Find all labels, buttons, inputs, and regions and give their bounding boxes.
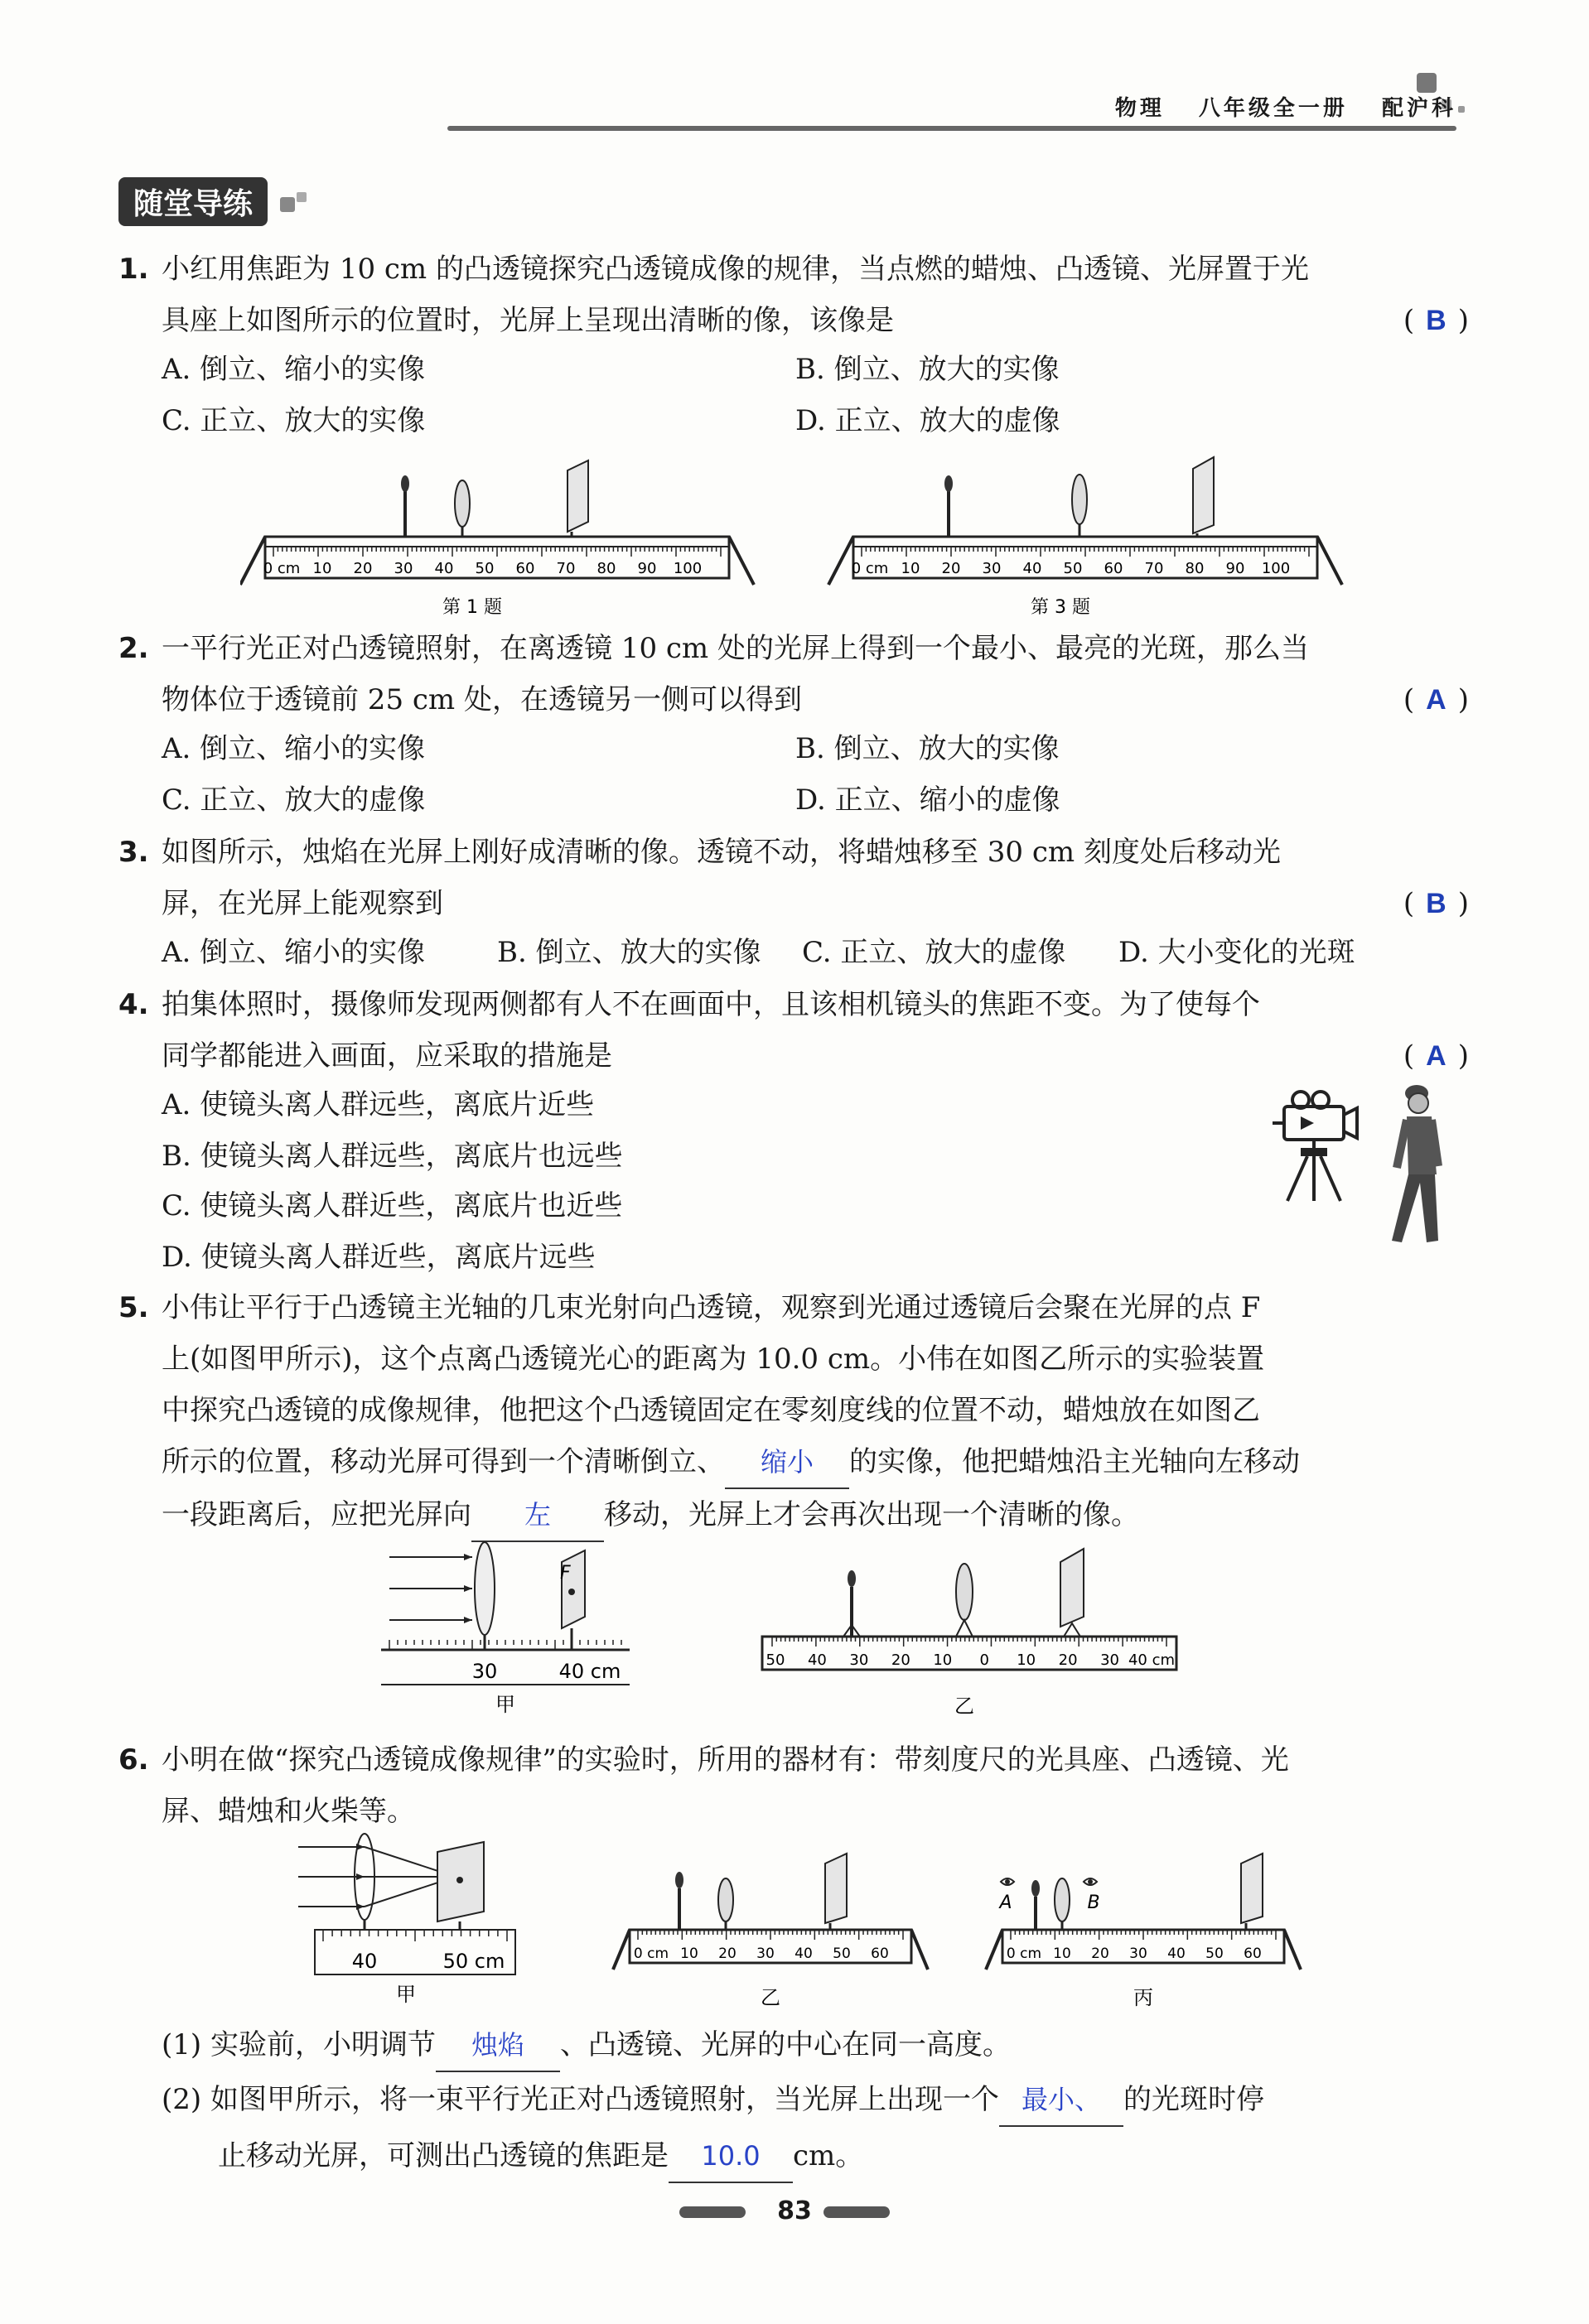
- answer-bracket: ( B ): [1403, 887, 1469, 920]
- light-screen: [437, 1842, 484, 1930]
- eye-icon: [1001, 1878, 1014, 1885]
- ruler-label: 50: [1063, 560, 1083, 577]
- ruler-label: 30: [756, 1946, 775, 1962]
- figure-caption: 第 3 题: [1031, 597, 1090, 618]
- convex-lens: [718, 1878, 733, 1930]
- ruler-label: 30: [1129, 1946, 1147, 1962]
- figure-q5-a: [381, 1542, 630, 1716]
- bench-leg: [828, 537, 853, 585]
- ruler-label: 10: [1017, 1651, 1036, 1669]
- question-text: 小红用焦距为 10 cm 的凸透镜探究凸透镜成像的规律，当点燃的蜡烛、凸透镜、光屏置于光: [162, 253, 1309, 286]
- header-decoration: [1417, 73, 1437, 93]
- question-6-part-1: [162, 2019, 1471, 2072]
- question-6-part-2: [162, 2074, 1471, 2127]
- ruler-ticks: [273, 547, 721, 557]
- convex-lens: [956, 1564, 973, 1637]
- ruler-label: 40 cm: [1128, 1651, 1176, 1669]
- convex-lens: [455, 480, 470, 537]
- question-2: [118, 623, 1469, 726]
- ruler-label: 20: [941, 560, 961, 577]
- question-text: 一平行光正对凸透镜照射，在离透镜 10 cm 处的光屏上得到一个最小、最亮的光斑，那么当: [162, 632, 1309, 665]
- ruler-label: 40: [434, 560, 454, 577]
- ruler-label: 20: [1091, 1946, 1109, 1962]
- question-number: 6.: [118, 1743, 149, 1777]
- answer-blank: 10.0: [669, 2130, 793, 2183]
- header-subject: 物理: [1114, 96, 1165, 121]
- question-text: 具座上如图所示的位置时，光屏上呈现出清晰的像，该像是: [162, 304, 894, 337]
- candle: [1031, 1880, 1040, 1930]
- option-b: B. 倒立、放大的实像: [497, 936, 761, 969]
- figure-q1: [240, 460, 754, 618]
- ruler-labels: [263, 560, 702, 577]
- figure-caption: 乙: [761, 1986, 780, 2009]
- ruler-ticks: [862, 547, 1309, 557]
- figure-caption: 甲: [495, 1693, 515, 1716]
- light-screen: [1193, 457, 1214, 537]
- question-text: 的实像，他把蜡烛沿主光轴向左移动: [849, 1445, 1300, 1478]
- answer: A: [1426, 1040, 1447, 1072]
- light-screen: [1241, 1854, 1263, 1930]
- question-text: 拍集体照时，摄像师发现两侧都有人不在画面中，且该相机镜头的焦距不变。为了使每个: [162, 988, 1260, 1021]
- answer-blank: 烛焰: [436, 2019, 560, 2072]
- option-d: D. 使镜头离人群近些，离底片远些: [162, 1241, 596, 1274]
- question-3: [118, 827, 1469, 929]
- ruler-label: 50: [1205, 1946, 1224, 1962]
- ruler-label: 60: [515, 560, 535, 577]
- light-screen: [568, 460, 588, 537]
- ruler-label: 0 cm: [851, 560, 889, 577]
- answer-bracket: ( A ): [1403, 683, 1469, 716]
- ruler-label: 0 cm: [633, 1946, 669, 1962]
- ruler-label: 10: [680, 1946, 698, 1962]
- answer-bracket: ( A ): [1403, 1039, 1469, 1073]
- bench-rail: [265, 537, 729, 578]
- ruler-label: 20: [891, 1651, 910, 1669]
- option-d: D. 大小变化的光斑: [1118, 936, 1355, 969]
- option-c: C. 正立、放大的虚像: [802, 936, 1066, 969]
- ruler-label: 50: [475, 560, 495, 577]
- ruler-label: 20: [1058, 1651, 1078, 1669]
- figure-q6-b: [613, 1854, 928, 2009]
- candle: [944, 475, 953, 537]
- question-4: [118, 979, 1469, 1082]
- photographer-illustration: [1268, 1077, 1466, 1259]
- option-a: A. 倒立、缩小的实像: [162, 936, 426, 969]
- eye-icon: [1084, 1878, 1097, 1885]
- ruler-label: 60: [871, 1946, 889, 1962]
- figure-q6-a: [298, 1834, 515, 2006]
- option-b: B. 倒立、放大的实像: [795, 353, 1060, 386]
- figure-q3: [828, 457, 1342, 618]
- question-text: 小明在做“探究凸透镜成像规律”的实验时，所用的器材有：带刻度尺的光具座、凸透镜、光: [162, 1743, 1289, 1777]
- ruler-label: 70: [1144, 560, 1164, 577]
- ruler-ticks: [389, 1640, 621, 1650]
- question-6: [118, 1734, 1469, 1837]
- focal-point: [568, 1589, 575, 1595]
- question-text: 物体位于透镜前 25 cm 处，在透镜另一侧可以得到: [162, 683, 802, 716]
- header-rule: [447, 126, 1456, 131]
- option-a: A. 倒立、缩小的实像: [162, 353, 426, 386]
- question-text: 中探究凸透镜的成像规律，他把这个凸透镜固定在零刻度线的位置不动，蜡烛放在如图乙: [162, 1394, 1260, 1427]
- answer: B: [1426, 305, 1447, 336]
- ruler-label: 40: [1167, 1946, 1186, 1962]
- ruler-label: 0 cm: [1006, 1946, 1042, 1962]
- convex-lens: [1072, 475, 1087, 537]
- ruler-label: 70: [556, 560, 576, 577]
- convex-lens: [1055, 1878, 1070, 1930]
- question-text: 、凸透镜、光屏的中心在同一高度。: [559, 2028, 1011, 2061]
- convex-lens: [355, 1834, 374, 1930]
- question-text: 移动，光屏上才会再次出现一个清晰的像。: [604, 1498, 1139, 1531]
- section-title: 随堂导练: [118, 177, 268, 226]
- answer-blank: 缩小: [725, 1436, 849, 1489]
- option-d: D. 正立、缩小的虚像: [795, 784, 1060, 817]
- ruler-ticks: [772, 1637, 1166, 1647]
- section-decoration: [280, 197, 295, 212]
- option-c: C. 使镜头离人群近些，离底片也近些: [162, 1189, 623, 1222]
- bench-rail: [853, 537, 1317, 578]
- ruler-label: 20: [353, 560, 373, 577]
- ruler-labels: [1007, 1946, 1262, 1962]
- ruler-label: 30: [394, 560, 413, 577]
- header-grade: 八年级全一册: [1198, 96, 1348, 121]
- question-text: 上(如图甲所示)，这个点离凸透镜光心的距离为 10.0 cm。小伟在如图乙所示的实验装置: [162, 1343, 1265, 1376]
- question-text: 所示的位置，移动光屏可得到一个清晰倒立、: [162, 1445, 725, 1478]
- question-text: 止移动光屏，可测出凸透镜的焦距是: [218, 2139, 669, 2172]
- point-label: A: [999, 1892, 1012, 1913]
- ruler-label: 60: [1104, 560, 1123, 577]
- answer-bracket: ( B ): [1403, 304, 1469, 337]
- ruler-label: 60: [1244, 1946, 1262, 1962]
- question-text: cm。: [793, 2139, 864, 2172]
- ruler-label: 40: [807, 1651, 827, 1669]
- ruler-label: 40: [794, 1946, 813, 1962]
- answer: B: [1426, 888, 1447, 919]
- figure-caption: 甲: [396, 1983, 416, 2006]
- ruler-label: 0: [979, 1651, 989, 1669]
- person-icon: [1392, 1085, 1438, 1242]
- ruler-ticks: [1011, 1930, 1276, 1940]
- light-screen: [825, 1854, 847, 1930]
- page-header: [1092, 91, 1456, 122]
- ruler-label: 80: [596, 560, 616, 577]
- figure-caption: 第 1 题: [442, 597, 502, 618]
- ruler-label: 30: [1100, 1651, 1120, 1669]
- header-edition: 配沪科: [1381, 96, 1456, 121]
- question-text: 屏，在光屏上能观察到: [162, 887, 443, 920]
- figure-caption: 乙: [954, 1695, 974, 1718]
- option-b: B. 倒立、放大的实像: [795, 732, 1060, 765]
- candle: [401, 475, 409, 537]
- ruler-label: 50 cm: [442, 1950, 505, 1973]
- ruler-label: 40: [1022, 560, 1042, 577]
- question-text: 的光斑时停: [1123, 2083, 1264, 2116]
- ruler-label: 30: [471, 1660, 498, 1683]
- q6-figures: [290, 1830, 1326, 2013]
- ruler-label: 0 cm: [263, 560, 301, 577]
- ruler-labels: [634, 1946, 889, 1962]
- convex-lens: [475, 1542, 495, 1650]
- question-text: 一段距离后，应把光屏向: [162, 1498, 471, 1531]
- question-text: (1) 实验前，小明调节: [162, 2028, 436, 2061]
- option-d: D. 正立、放大的虚像: [795, 404, 1060, 437]
- ruler-label: 30: [982, 560, 1002, 577]
- option-a: A. 使镜头离人群远些，离底片近些: [162, 1088, 595, 1121]
- ruler-label: 50: [766, 1651, 785, 1669]
- question-1: [118, 243, 1469, 346]
- ruler-ticks: [638, 1930, 903, 1940]
- ruler-label: 90: [1225, 560, 1245, 577]
- q5-figures: [365, 1537, 1210, 1728]
- question-number: 4.: [118, 988, 149, 1021]
- question-text: 如图所示，烛焰在光屏上刚好成清晰的像。透镜不动，将蜡烛移至 30 cm 刻度处后移动光: [162, 836, 1281, 869]
- ruler-label: 10: [1053, 1946, 1071, 1962]
- ruler-labels: [852, 560, 1290, 577]
- option-c: C. 正立、放大的虚像: [162, 784, 426, 817]
- ruler-label: 10: [933, 1651, 953, 1669]
- answer: A: [1426, 684, 1447, 716]
- ruler-labels: [766, 1651, 1175, 1669]
- question-5: [118, 1282, 1469, 1542]
- header-decoration: [1458, 106, 1465, 113]
- point-label: F: [560, 1563, 571, 1584]
- page-number: 83: [777, 2196, 812, 2225]
- ruler-label: 10: [312, 560, 332, 577]
- ruler-label: 20: [718, 1946, 737, 1962]
- ruler-label: 40 cm: [558, 1660, 621, 1683]
- bench-leg: [729, 537, 754, 585]
- bench-leg: [240, 537, 265, 585]
- light-screen: [1060, 1549, 1084, 1637]
- figure-q6-c: [986, 1854, 1301, 2009]
- figure-q5-b: [762, 1549, 1176, 1718]
- candle: [675, 1872, 683, 1930]
- ruler-label: 90: [637, 560, 657, 577]
- option-c: C. 正立、放大的实像: [162, 404, 426, 437]
- point-label: B: [1087, 1892, 1100, 1913]
- ruler-label: 100: [673, 560, 703, 577]
- question-number: 1.: [118, 253, 149, 286]
- optical-bench-figures: [240, 454, 1359, 620]
- question-text: 小伟让平行于凸透镜主光轴的几束光射向凸透镜，观察到光通过透镜后会聚在光屏的点 F: [162, 1291, 1261, 1324]
- light-screen: [560, 1550, 585, 1650]
- candle: [843, 1570, 860, 1637]
- figure-caption: 丙: [1133, 1986, 1153, 2009]
- ruler-label: 40: [351, 1950, 378, 1973]
- answer-blank: 左: [471, 1489, 604, 1542]
- option-b: B. 使镜头离人群远些，离底片也远些: [162, 1140, 623, 1173]
- option-a: A. 倒立、缩小的实像: [162, 732, 426, 765]
- ruler-ticks: [323, 1930, 507, 1941]
- ruler-label: 50: [833, 1946, 851, 1962]
- question-text: (2) 如图甲所示，将一束平行光正对凸透镜照射，当光屏上出现一个: [162, 2083, 999, 2116]
- question-number: 2.: [118, 632, 149, 665]
- camera-icon: [1273, 1092, 1357, 1201]
- ruler-label: 30: [849, 1651, 869, 1669]
- question-text: 屏、蜡烛和火柴等。: [162, 1795, 415, 1828]
- section-decoration: [297, 192, 307, 202]
- question-6-part-2-cont: [218, 2130, 1461, 2183]
- ruler-label: 80: [1185, 560, 1205, 577]
- question-text: 同学都能进入画面，应采取的措施是: [162, 1039, 612, 1073]
- ruler-label: 10: [901, 560, 920, 577]
- answer-blank: 最小、: [999, 2074, 1123, 2127]
- question-number: 5.: [118, 1291, 149, 1324]
- bench-leg: [1317, 537, 1342, 585]
- question-number: 3.: [118, 836, 149, 869]
- ruler-label: 100: [1261, 560, 1291, 577]
